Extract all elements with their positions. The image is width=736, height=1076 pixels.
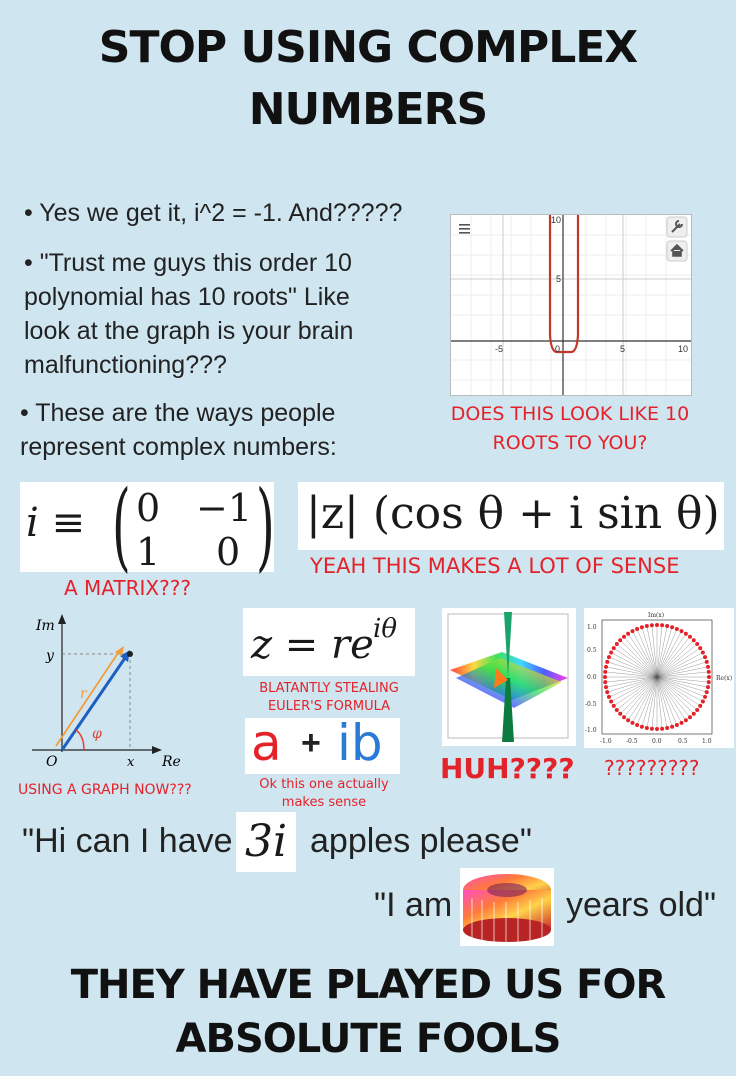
aib-caption-line-2: makes sense: [281, 795, 367, 810]
root-point: [615, 708, 619, 712]
root-point: [640, 625, 644, 629]
euler-caption-line-1: BLATANTLY STEALING: [259, 681, 399, 696]
root-point: [695, 642, 699, 646]
y-label: y: [46, 648, 54, 664]
root-point: [706, 685, 710, 689]
polynomial-graph-svg: [451, 215, 691, 395]
root-point: [684, 718, 688, 722]
root-point: [655, 623, 659, 627]
matrix-a22: 0: [216, 530, 241, 574]
root-point: [604, 685, 608, 689]
root-point: [684, 632, 688, 636]
root-point: [622, 635, 626, 639]
matrix-a11: 0: [136, 486, 161, 530]
quote-2-post: years old": [566, 886, 717, 924]
phi-label: φ: [92, 726, 102, 742]
root-point: [692, 712, 696, 716]
argand-svg: [22, 612, 222, 782]
root-point: [706, 665, 710, 669]
y-tick-label: 0.0: [587, 674, 597, 681]
y-tick-label: 0.5: [587, 647, 597, 654]
aib-plus: +: [301, 724, 321, 762]
y-tick-label: 1.0: [587, 624, 597, 631]
title-line-1: STOP USING COMPLEX: [98, 22, 638, 73]
matrix-right-paren: ): [256, 470, 275, 582]
x-tick-label: 0.0: [652, 738, 662, 745]
quote-1-pre: "Hi can I have: [22, 822, 233, 860]
bullet-2-line-4: malfunctioning???: [24, 351, 227, 379]
matrix-a21: 1: [136, 530, 161, 574]
euler-caption: [243, 680, 415, 716]
root-point: [695, 708, 699, 712]
bullet-1: • Yes we get it, i^2 = -1. And?????: [24, 199, 403, 227]
root-point: [650, 727, 654, 731]
root-point: [692, 638, 696, 642]
matrix-a12: −1: [196, 486, 253, 530]
polynomial-curve: [550, 215, 578, 352]
root-point: [630, 629, 634, 633]
x-tick-label: 10: [678, 344, 689, 354]
root-point: [698, 704, 702, 708]
root-point: [705, 660, 709, 664]
bullet-2-line-2: polynomial has 10 roots" Like: [24, 283, 350, 311]
root-point: [675, 627, 679, 631]
aib-a: a: [251, 714, 282, 772]
footer-line-1: THEY HAVE PLAYED US FOR: [70, 962, 666, 1008]
home-icon[interactable]: [667, 241, 687, 261]
hamburger-icon[interactable]: [459, 224, 470, 234]
circle-plot-svg: [584, 608, 734, 748]
x-tick-label: 0: [555, 344, 561, 354]
polar-form: [298, 482, 724, 550]
polar-formula: |z| (cos θ + i sin θ): [306, 488, 720, 539]
root-point: [645, 624, 649, 628]
root-point: [609, 700, 613, 704]
complex-surface-plot: [442, 608, 576, 746]
root-point: [680, 721, 684, 725]
root-point: [703, 655, 707, 659]
root-point: [603, 670, 607, 674]
root-point: [612, 704, 616, 708]
y-tick-label: 5: [556, 274, 562, 284]
bullet-2-line-1: • "Trust me guys this order 10: [24, 249, 352, 277]
root-point: [605, 660, 609, 664]
root-point: [622, 715, 626, 719]
surface-svg: [442, 608, 576, 746]
re-axis-label: Re: [162, 754, 181, 770]
root-point: [609, 650, 613, 654]
x-tick-label: -0.5: [626, 738, 638, 745]
root-point: [705, 690, 709, 694]
root-point: [703, 695, 707, 699]
root-point: [635, 723, 639, 727]
quote-1-math: 3i: [236, 812, 296, 872]
root-point: [630, 721, 634, 725]
r-label: r: [80, 686, 87, 702]
x-tick-label: -1.0: [600, 738, 612, 745]
title-line-2: NUMBERS: [248, 84, 488, 135]
surface-caption: HUH????: [440, 752, 575, 785]
aib-caption: [243, 776, 405, 812]
root-point: [680, 629, 684, 633]
y-tick-label: -0.5: [585, 701, 597, 708]
footer-line-2: ABSOLUTE FOOLS: [175, 1016, 561, 1062]
root-point: [698, 646, 702, 650]
aib-caption-line-1: Ok this one actually: [259, 777, 389, 792]
root-point: [604, 665, 608, 669]
root-point: [707, 675, 711, 679]
matrix-representation: [20, 470, 275, 582]
root-point: [640, 725, 644, 729]
euler-form: [243, 608, 415, 676]
root-point: [665, 624, 669, 628]
root-point: [607, 655, 611, 659]
y-tick-label: -1.0: [585, 727, 597, 734]
root-point: [655, 727, 659, 731]
root-point: [707, 680, 711, 684]
euler-exponent: iθ: [373, 614, 397, 644]
origin-label: O: [46, 754, 58, 770]
root-point: [618, 638, 622, 642]
root-point: [675, 723, 679, 727]
bullet-3-line-1: • These are the ways people: [20, 399, 336, 427]
root-point: [607, 695, 611, 699]
y-tick-label: 10: [551, 215, 562, 225]
roots-of-unity-plot: [584, 608, 734, 748]
swirl-surface-svg: [460, 868, 554, 946]
graph-caption: [420, 400, 720, 458]
circle-plot-xaxis-label: Re(x): [716, 675, 733, 682]
euler-caption-line-2: EULER'S FORMULA: [267, 699, 391, 714]
euler-base: z = re: [251, 622, 374, 668]
x-label: x: [127, 755, 135, 770]
wrench-icon[interactable]: [667, 217, 687, 237]
x-tick-label: -5: [495, 344, 504, 354]
root-point: [626, 718, 630, 722]
root-point: [615, 642, 619, 646]
root-point: [670, 625, 674, 629]
root-point: [688, 635, 692, 639]
quote-1-post: apples please": [310, 822, 532, 860]
bullet-3-line-2: represent complex numbers:: [20, 433, 337, 461]
root-point: [645, 726, 649, 730]
root-point: [605, 690, 609, 694]
root-point: [618, 712, 622, 716]
root-point: [665, 726, 669, 730]
circle-caption: ?????????: [604, 756, 700, 780]
polynomial-graph: [450, 214, 692, 396]
root-point: [701, 700, 705, 704]
root-point: [603, 680, 607, 684]
x-tick-label: 5: [620, 344, 626, 354]
root-point: [688, 715, 692, 719]
circle-plot-title: Im(x): [648, 612, 665, 619]
root-point: [701, 650, 705, 654]
bullet-2-line-3: look at the graph is your brain: [24, 317, 354, 345]
swirl-surface-image: [460, 868, 554, 946]
root-point: [660, 623, 664, 627]
matrix-lhs: i ≡: [26, 500, 86, 546]
argand-caption: USING A GRAPH NOW???: [18, 782, 192, 798]
matrix-left-paren: (: [112, 470, 131, 582]
quote-2-pre: "I am: [374, 886, 453, 924]
aib-ib: ib: [337, 714, 383, 772]
x-tick-label: 1.0: [702, 738, 712, 745]
root-point: [670, 725, 674, 729]
root-point: [635, 627, 639, 631]
im-axis-label: Im: [36, 618, 55, 634]
x-tick-label: 0.5: [678, 738, 688, 745]
polar-caption: YEAH THIS MAKES A LOT OF SENSE: [310, 554, 680, 578]
algebraic-form: [245, 714, 400, 774]
argand-diagram: [22, 612, 222, 782]
root-point: [707, 670, 711, 674]
root-point: [650, 623, 654, 627]
graph-caption-line-1: DOES THIS LOOK LIKE 10: [450, 403, 690, 425]
root-point: [660, 727, 664, 731]
matrix-caption: A MATRIX???: [64, 576, 191, 600]
root-point: [612, 646, 616, 650]
root-point: [626, 632, 630, 636]
graph-caption-line-2: ROOTS TO YOU?: [492, 432, 648, 454]
root-point: [603, 675, 607, 679]
